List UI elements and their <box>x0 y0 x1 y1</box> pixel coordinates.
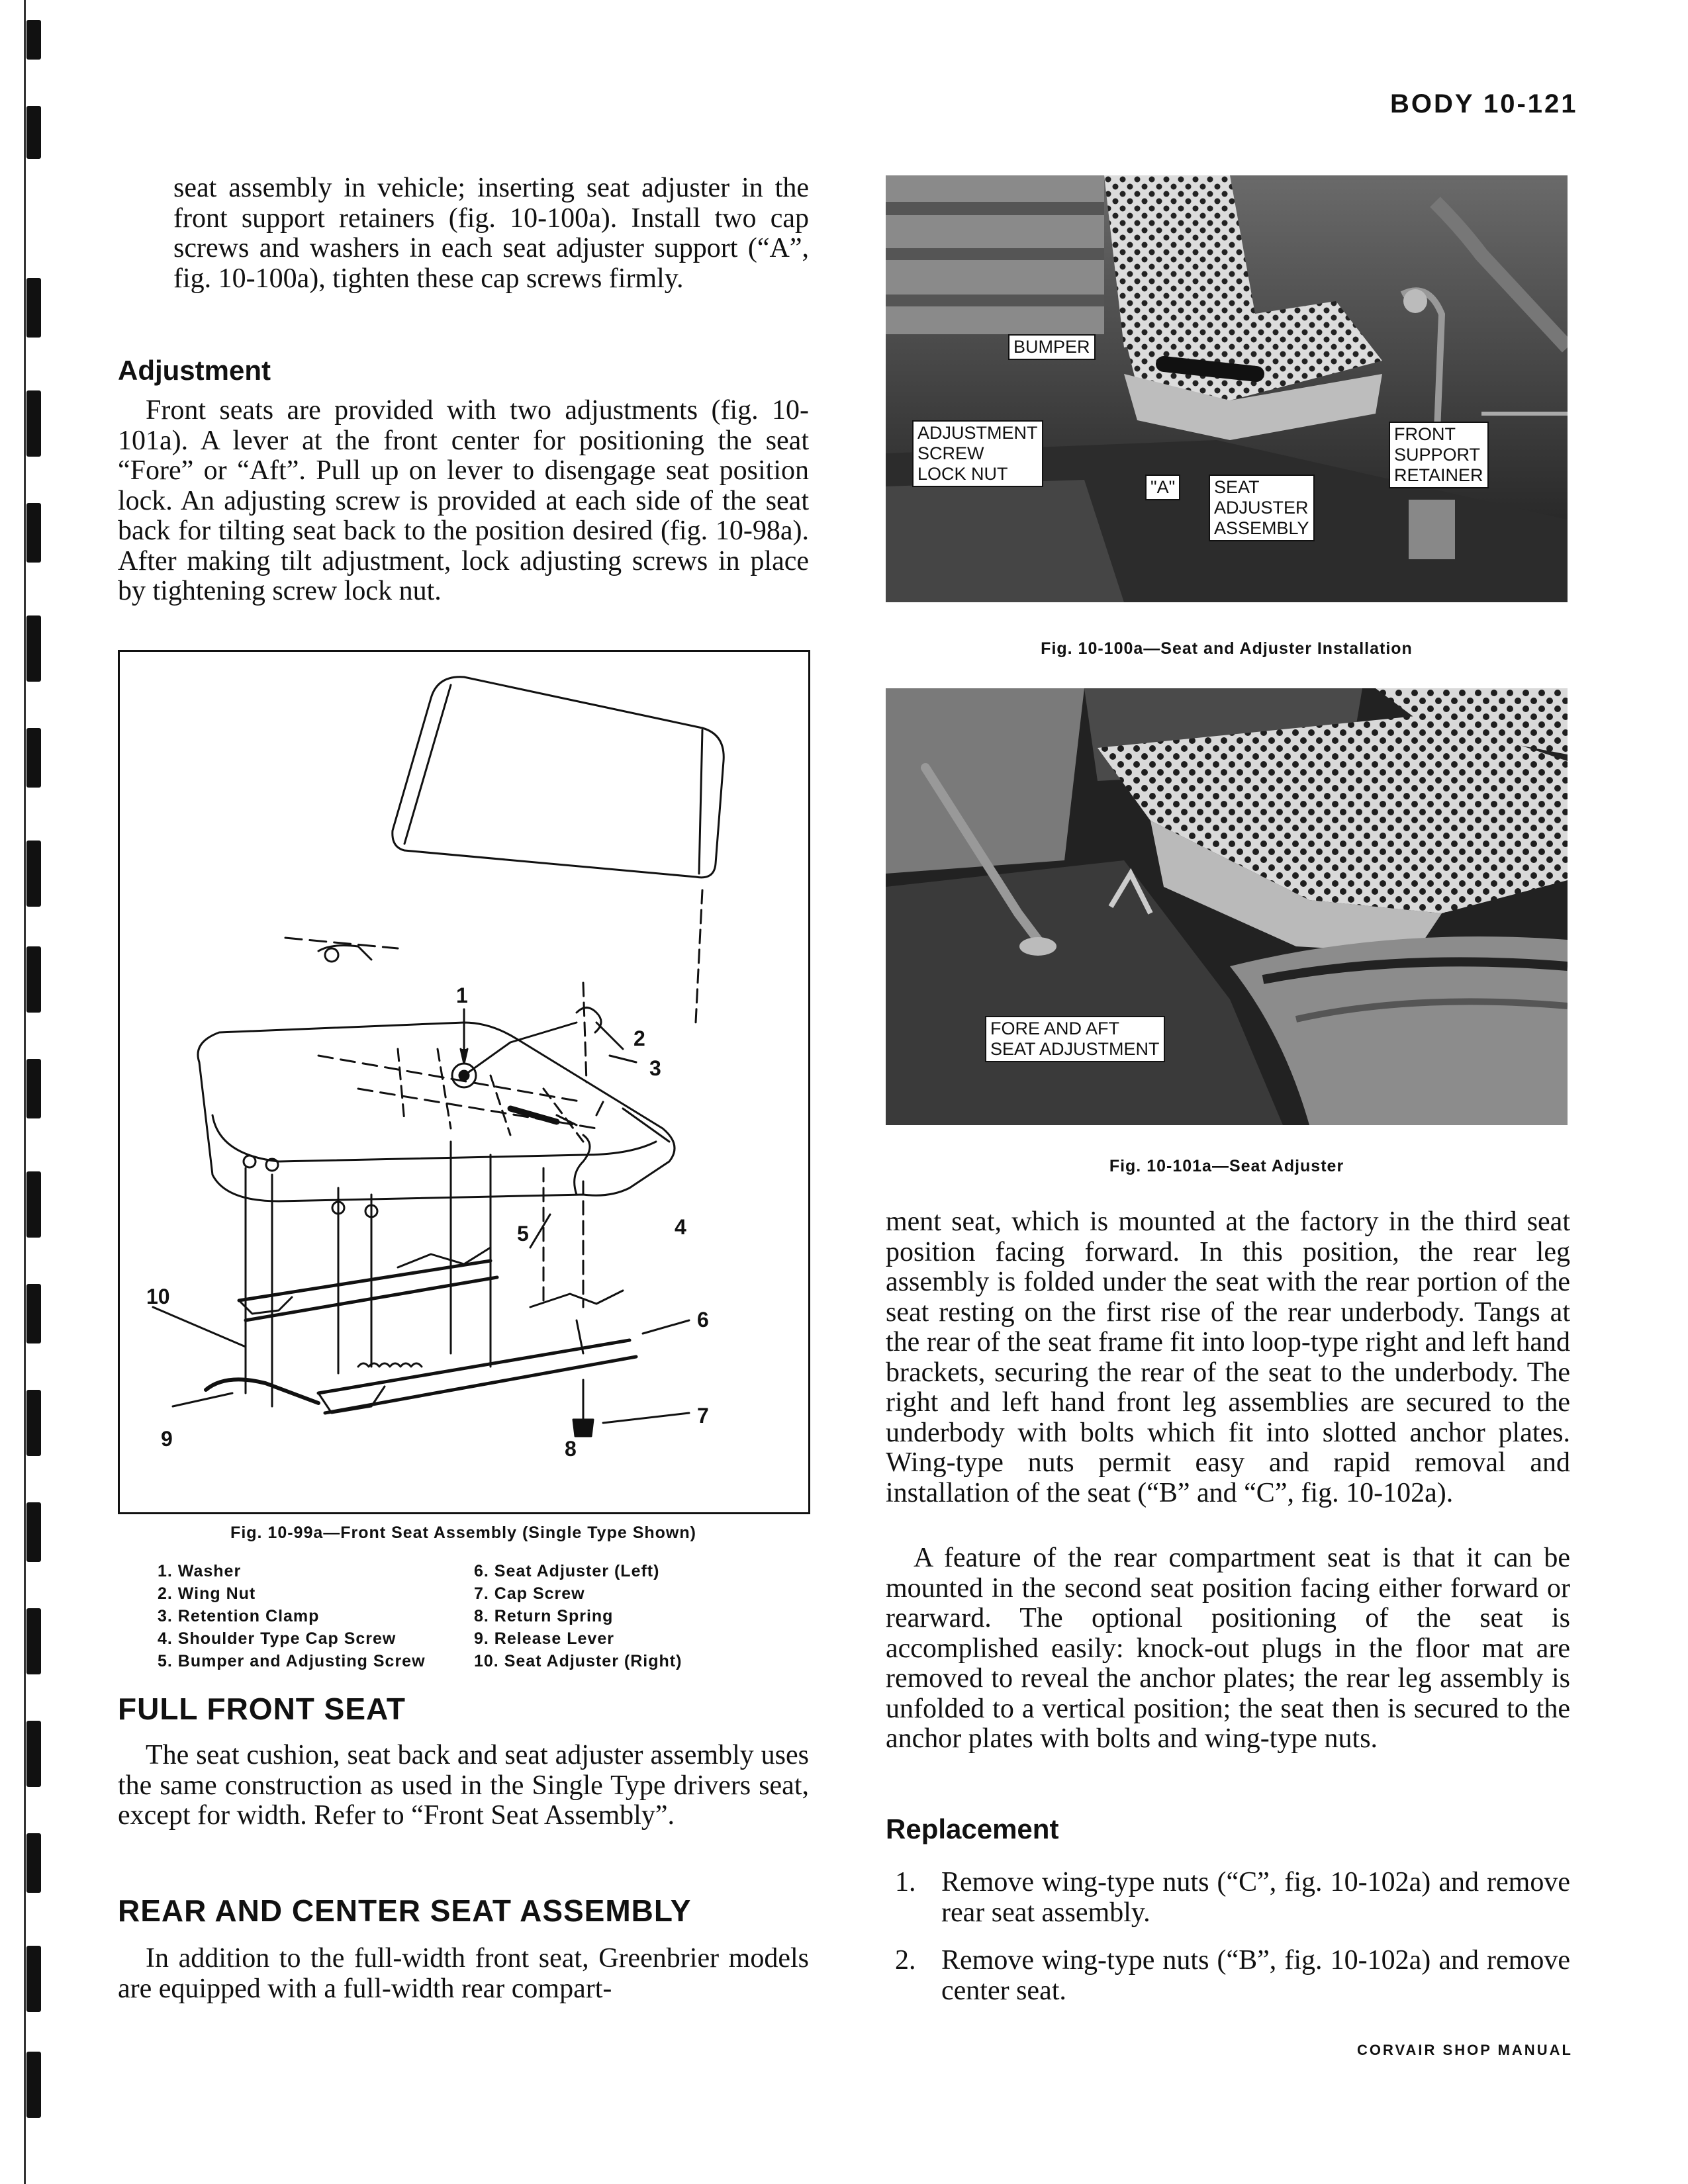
legend-item: 3. Retention Clamp <box>158 1607 320 1625</box>
seat-adjuster-photo <box>886 688 1568 1125</box>
adjustment-paragraph: Front seats are provided with two adjustments (fig. 10-101a). A lever at the front center for positioning the seat “Fore” or “Aft”. Pull up on lever to disengage seat position lock. An adjusting screw is provided at each side of the seat back for tilting seat back to the position desired (fig. 10-98a). After making tilt adjustment, lock adjusting screws in place by tightening screw lock nut. <box>118 395 809 606</box>
callout-2: 2 <box>633 1026 645 1050</box>
legend-item: 9. Release Lever <box>474 1629 614 1648</box>
callout-8: 8 <box>565 1437 577 1461</box>
adjustment-heading: Adjustment <box>118 355 271 386</box>
callout-6: 6 <box>697 1308 709 1332</box>
legend-item: 1. Washer <box>158 1562 242 1580</box>
rear-center-seat-paragraph: In addition to the full-width front seat, Greenbrier models are equipped with a full-width rear compart- <box>118 1943 809 2004</box>
legend-item: 8. Return Spring <box>474 1607 614 1625</box>
legend-item: 6. Seat Adjuster (Left) <box>474 1562 660 1580</box>
rear-center-seat-heading: REAR AND CENTER SEAT ASSEMBLY <box>118 1893 692 1928</box>
adjuster-photo-caption: Fig. 10-101a—Seat Adjuster <box>1109 1157 1344 1175</box>
rear-seat-feature-paragraph: A feature of the rear compartment seat is that it can be mounted in the second seat position facing either forward or rearward. The optional positioning of the seat is accomplished easily: knock-out plugs in the floor mat are removed to reveal the anchor plates; the rear leg assembly is unfolded to a vertical position; the seat then is secured to the anchor plates with bolts and wing-type nuts. <box>886 1543 1570 1754</box>
installation-photo-caption: Fig. 10-100a—Seat and Adjuster Installation <box>1041 639 1413 658</box>
step-number: 1. <box>895 1867 916 1897</box>
replacement-heading: Replacement <box>886 1813 1059 1844</box>
callout-9: 9 <box>161 1427 173 1451</box>
callout-10: 10 <box>146 1285 170 1308</box>
step-number: 2. <box>895 1945 916 1976</box>
intro-paragraph: seat assembly in vehicle; inserting seat adjuster in the front support retainers (fig. 10-100a). Install two cap screws and washers in each seat adjuster support (“A”, fig. 10-100a), tighten these cap screws firmly. <box>173 173 809 294</box>
bumper-label: BUMPER <box>1008 334 1096 360</box>
rear-seat-continued-paragraph: ment seat, which is mounted at the factory in the third seat position facing forward. In this position, the rear leg assembly is folded under the seat with the rear portion of the seat resting on the first rise of the rear underbody. Tangs at the rear of the seat frame fit into loop-type right and left hand brackets, securing the rear of the seat to the underbody. The right and left hand front leg assemblies are secured to the underbody with bolts which fit into slotted anchor plates. Wing-type nuts permit easy and rapid removal and installation of the seat (“B” and “C”, fig. 10-102a). <box>886 1206 1570 1508</box>
seat-installation-photo <box>886 175 1568 602</box>
step-text: Remove wing-type nuts (“C”, fig. 10-102a) and remove rear seat assembly. <box>941 1867 1570 1928</box>
front-support-label: FRONT SUPPORT RETAINER <box>1389 422 1489 488</box>
legend-item: 4. Shoulder Type Cap Screw <box>158 1629 397 1648</box>
binding-edge <box>20 0 60 2184</box>
fore-aft-adjustment-label: FORE AND AFT SEAT ADJUSTMENT <box>985 1016 1165 1062</box>
full-front-seat-paragraph: The seat cushion, seat back and seat adjuster assembly uses the same construction as used in the Single Type drivers seat, except for width. Refer to “Front Seat Assembly”. <box>118 1740 809 1831</box>
page-header: BODY 10-121 <box>1390 89 1578 118</box>
legend-item: 10. Seat Adjuster (Right) <box>474 1652 682 1670</box>
callout-4: 4 <box>675 1215 686 1239</box>
diagram-caption: Fig. 10-99a—Front Seat Assembly (Single Type Shown) <box>230 1524 696 1542</box>
diagram-legend <box>158 1560 793 1679</box>
front-seat-diagram <box>118 650 810 1514</box>
seat-adjuster-label: SEAT ADJUSTER ASSEMBLY <box>1209 475 1315 541</box>
step-text: Remove wing-type nuts (“B”, fig. 10-102a) and remove center seat. <box>941 1945 1570 2006</box>
a-label: "A" <box>1145 475 1180 500</box>
full-front-seat-heading: FULL FRONT SEAT <box>118 1692 406 1726</box>
callout-7: 7 <box>697 1404 709 1428</box>
legend-item: 2. Wing Nut <box>158 1584 256 1603</box>
front-seat-exploded-drawing <box>120 652 808 1512</box>
legend-item: 7. Cap Screw <box>474 1584 585 1603</box>
adjustment-screw-label: ADJUSTMENT SCREW LOCK NUT <box>912 420 1043 487</box>
legend-item: 5. Bumper and Adjusting Screw <box>158 1652 426 1670</box>
callout-5: 5 <box>517 1222 529 1246</box>
callout-3: 3 <box>649 1056 661 1080</box>
replacement-step <box>886 1946 1570 2006</box>
replacement-step <box>886 1868 1570 1928</box>
callout-1: 1 <box>456 983 468 1007</box>
page-footer: CORVAIR SHOP MANUAL <box>1357 2042 1573 2058</box>
